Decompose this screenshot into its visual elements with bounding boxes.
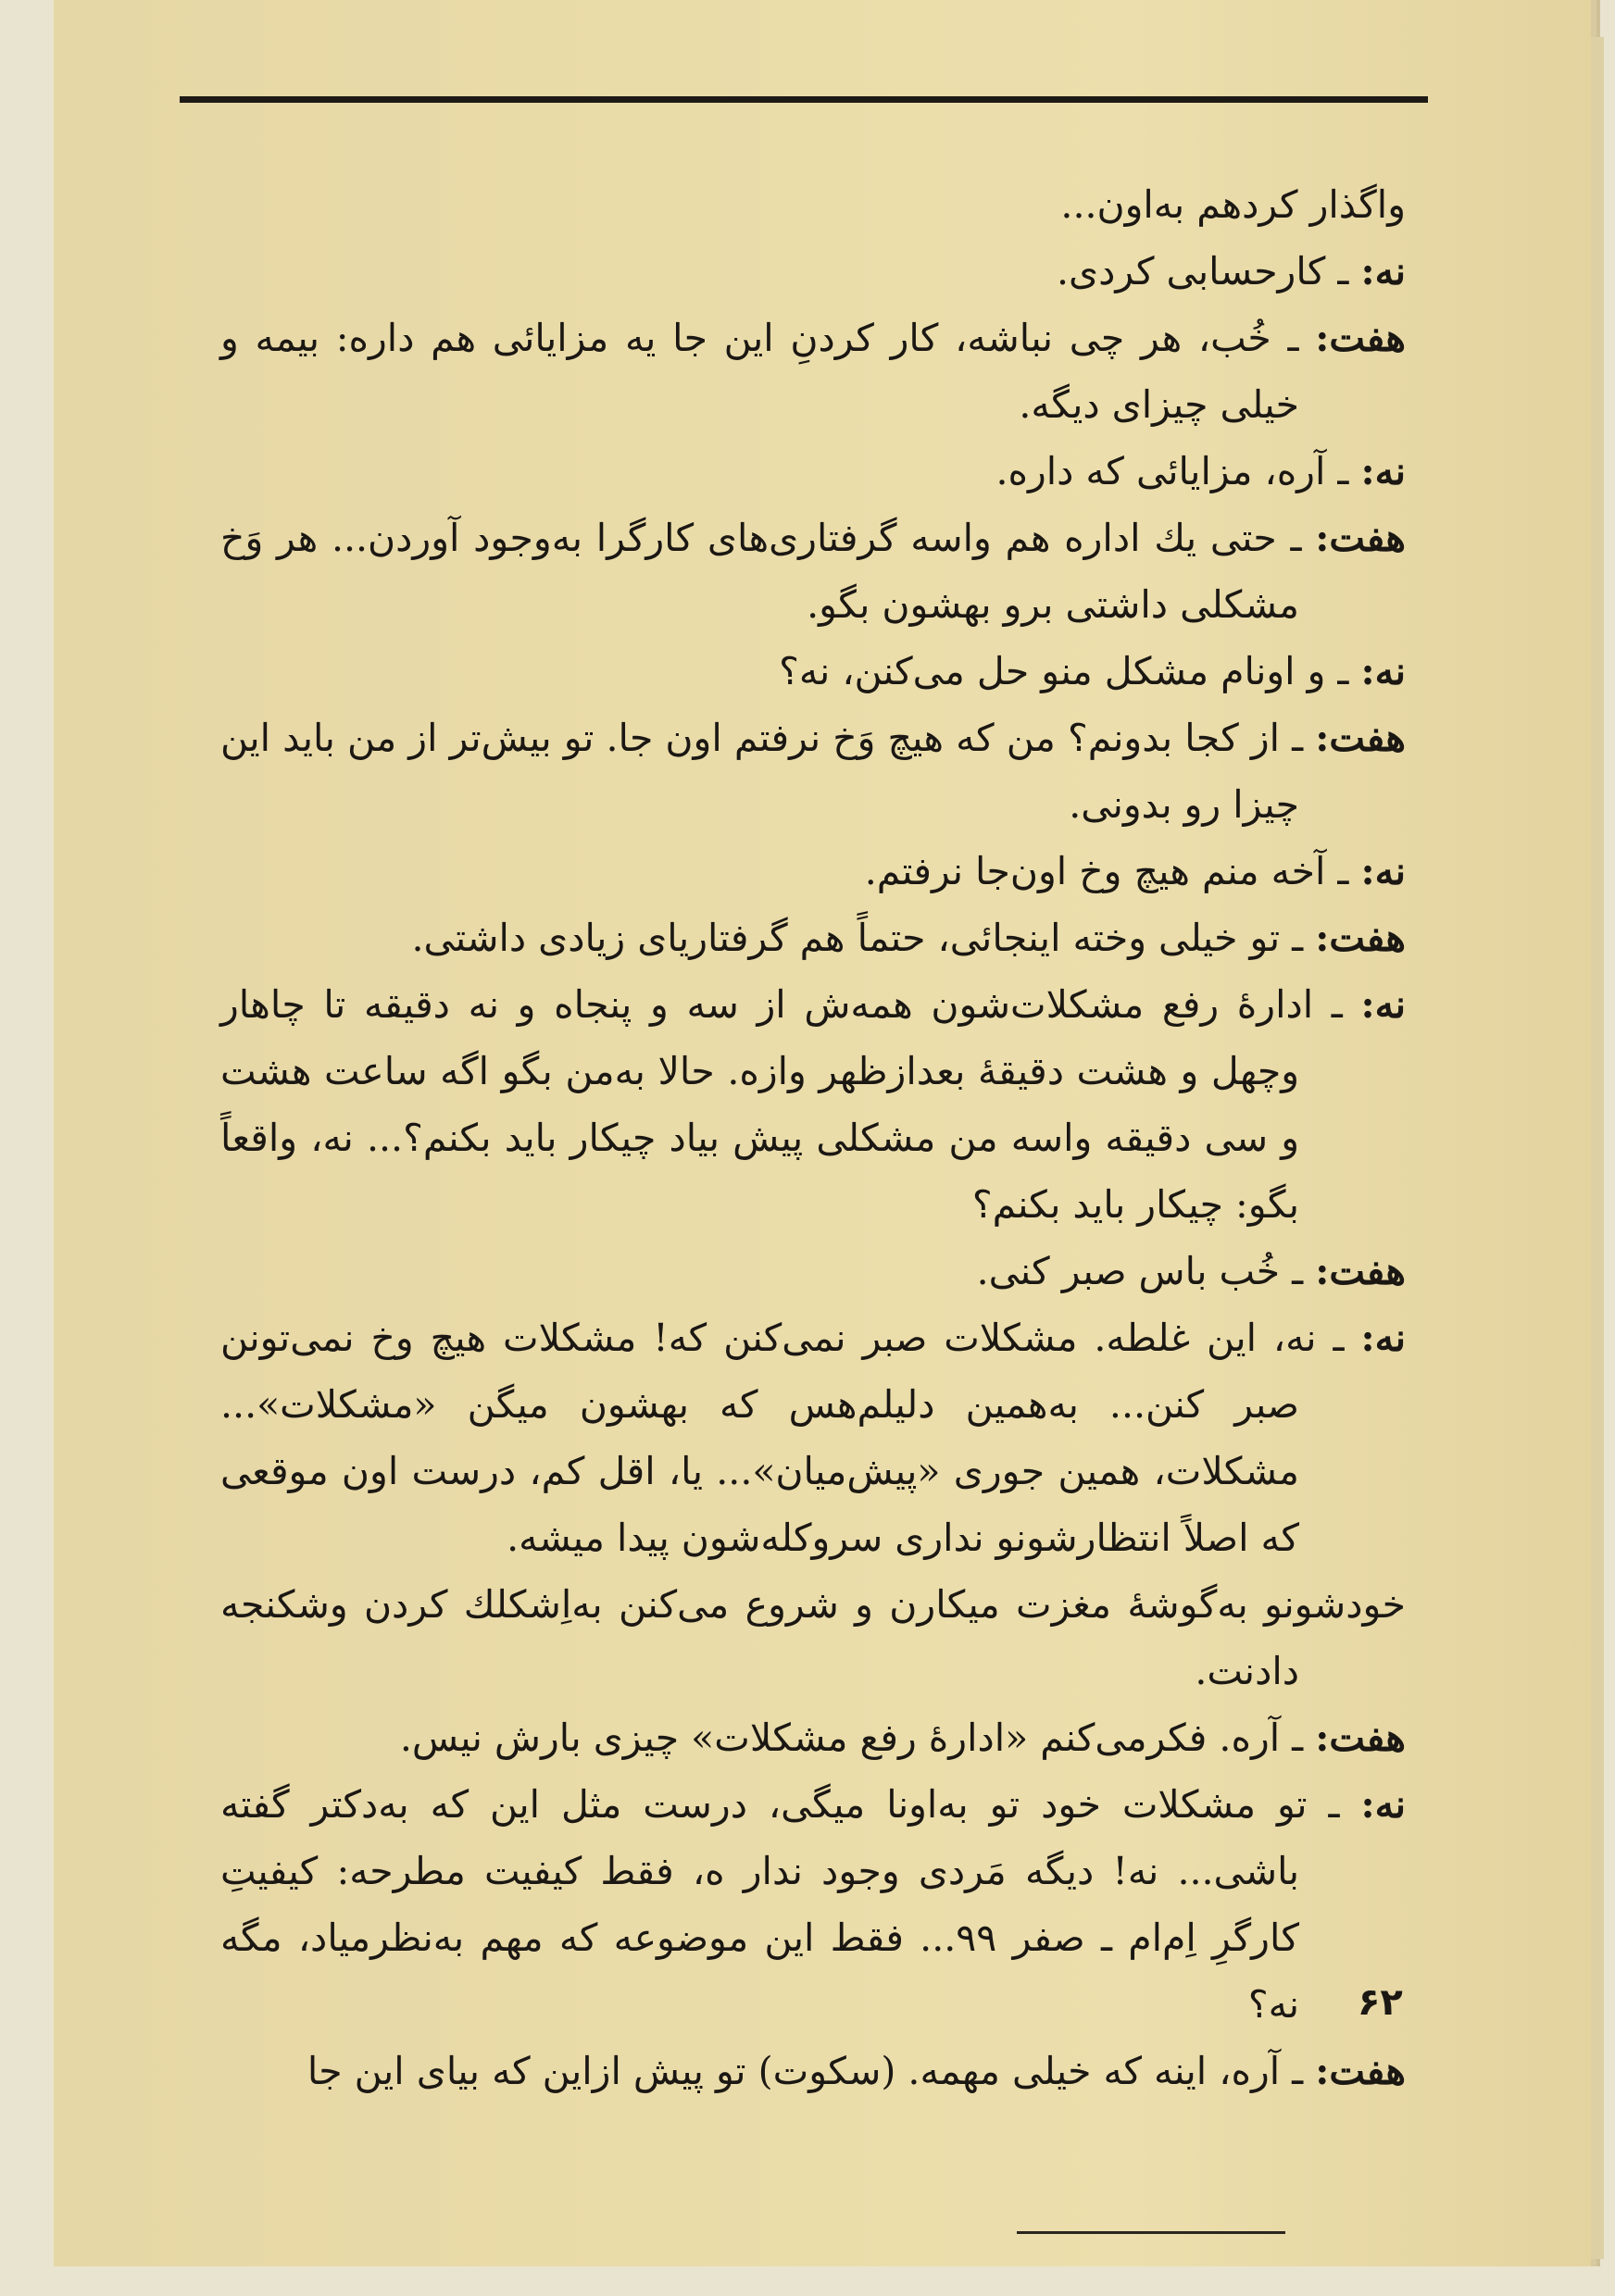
page-number: ۶۲ bbox=[1358, 1981, 1403, 2024]
speaker-label: نه: bbox=[1360, 982, 1406, 1027]
dialogue-text bbox=[220, 171, 1406, 2104]
top-rule bbox=[180, 96, 1428, 103]
line-text: ـ ادارهٔ رفع مشکلات‌شون همه‌ش از سه و پنجاه و نه دقیقه تا چاهار وچهل و هشت دقیقهٔ بعدازظهر وازه. حالا به‌من بگو اگه ساعت هشت و سی دقیقه واسه من مشکلی پیش بیاد چیکار باید بکنم؟... نه، واقعاً بگو: چیکار باید بکنم؟ bbox=[220, 982, 1343, 1227]
dialogue-line bbox=[220, 1238, 1406, 1304]
line-text: ـ خُب، هر چی نباشه، کار کردنِ این جا یه مزایائی هم داره: بیمه و خیلی چیزای دیگه. bbox=[220, 316, 1299, 427]
dialogue-line bbox=[220, 238, 1406, 305]
speaker-label: هفت: bbox=[1315, 316, 1406, 360]
speaker-label: نه: bbox=[1360, 449, 1406, 493]
dialogue-line bbox=[220, 438, 1406, 505]
speaker-label: نه: bbox=[1360, 849, 1406, 893]
line-text: ـ آره، اینه که خیلی مهمه. (سکوت) تو پیش ازاین که بیای این جا bbox=[307, 2049, 1304, 2093]
dialogue-line bbox=[220, 305, 1406, 438]
line-text: ـ آخه منم هیچ وخ اون‌جا نرفتم. bbox=[864, 849, 1349, 893]
line-text: واگذار کردهم به‌اون... bbox=[1060, 182, 1406, 227]
speaker-label: نه: bbox=[1360, 649, 1406, 693]
dialogue-line bbox=[220, 638, 1406, 705]
line-text: ـ آره، مزایائی که داره. bbox=[995, 449, 1349, 493]
line-text: ـ کارحسابی کردی. bbox=[1057, 249, 1349, 293]
book-page bbox=[54, 0, 1591, 2266]
speaker-label: هفت: bbox=[1315, 916, 1406, 960]
line-text: ـ از کجا بدونم؟ من که هیچ وَخ نرفتم اون جا. تو بیش‌تر از من باید این چیزا رو بدونی. bbox=[220, 716, 1304, 827]
line-text: ـ خُب باس صبر کنی. bbox=[976, 1249, 1304, 1293]
speaker-label: نه: bbox=[1360, 249, 1406, 293]
dialogue-line bbox=[220, 1304, 1406, 1571]
speaker-label: هفت: bbox=[1315, 1249, 1406, 1293]
speaker-label: هفت: bbox=[1315, 1716, 1406, 1760]
line-text: ـ و اونام مشکل منو حل می‌کنن، نه؟ bbox=[779, 649, 1349, 693]
dialogue-line bbox=[220, 505, 1406, 638]
speaker-label: نه: bbox=[1360, 1782, 1406, 1827]
dialogue-line bbox=[220, 1704, 1406, 1771]
bottom-rule bbox=[1017, 2231, 1285, 2234]
line-text: خودشونو به‌گوشهٔ مغزت میکارن و شروع می‌کنن به‌اِشکلك کردن وشکنجه دادنت. bbox=[220, 1582, 1406, 1693]
speaker-label: هفت: bbox=[1315, 2049, 1406, 2093]
dialogue-line bbox=[220, 705, 1406, 838]
speaker-label: هفت: bbox=[1315, 516, 1406, 560]
dialogue-line bbox=[220, 971, 1406, 1238]
dialogue-line bbox=[220, 905, 1406, 971]
line-text: ـ تو مشکلات خود تو به‌اونا میگی، درست مثل این که به‌دکتر گفته باشی... نه! دیگه مَردی وجود ندار ه، فقط کیفیت مطرحه: کیفیتِ کارگرِ اِم‌ام ـ صفر ۹۹... فقط این موضوعه که مهم به‌نظرمیاد، مگه نه؟ bbox=[220, 1782, 1340, 2027]
line-text: ـ آره. فکرمی‌کنم «ادارهٔ رفع مشکلات» چیزی بارش نیس. bbox=[399, 1716, 1304, 1760]
dialogue-line bbox=[220, 1771, 1406, 2038]
line-text: ـ نه، این غلطه. مشکلات صبر نمی‌کنن که! مشکلات هیچ وخ نمی‌تونن صبر کنن... به‌همین دلیلم‌هس که بهشون میگن «مشکلات»... مشکلات، همین جوری «پیش‌میان»... یا، اقل کم، درست اون موقعی که اصلاً انتظارشونو نداری سروکله‌شون پیدا میشه. bbox=[220, 1316, 1345, 1560]
dialogue-line bbox=[220, 838, 1406, 905]
speaker-label: هفت: bbox=[1315, 716, 1406, 760]
dialogue-line bbox=[220, 1571, 1406, 1704]
dialogue-line bbox=[220, 2038, 1406, 2104]
line-text: ـ تو خیلی وخته اینجائی، حتماً هم گرفتاریای زیادی داشتی. bbox=[411, 916, 1304, 960]
dialogue-line bbox=[220, 171, 1406, 238]
line-text: ـ حتی یك اداره هم واسه گرفتاری‌های کارگرا به‌وجود آوردن... هر وَخ مشکلی داشتی برو بهشون بگو. bbox=[220, 516, 1302, 627]
speaker-label: نه: bbox=[1360, 1316, 1406, 1360]
